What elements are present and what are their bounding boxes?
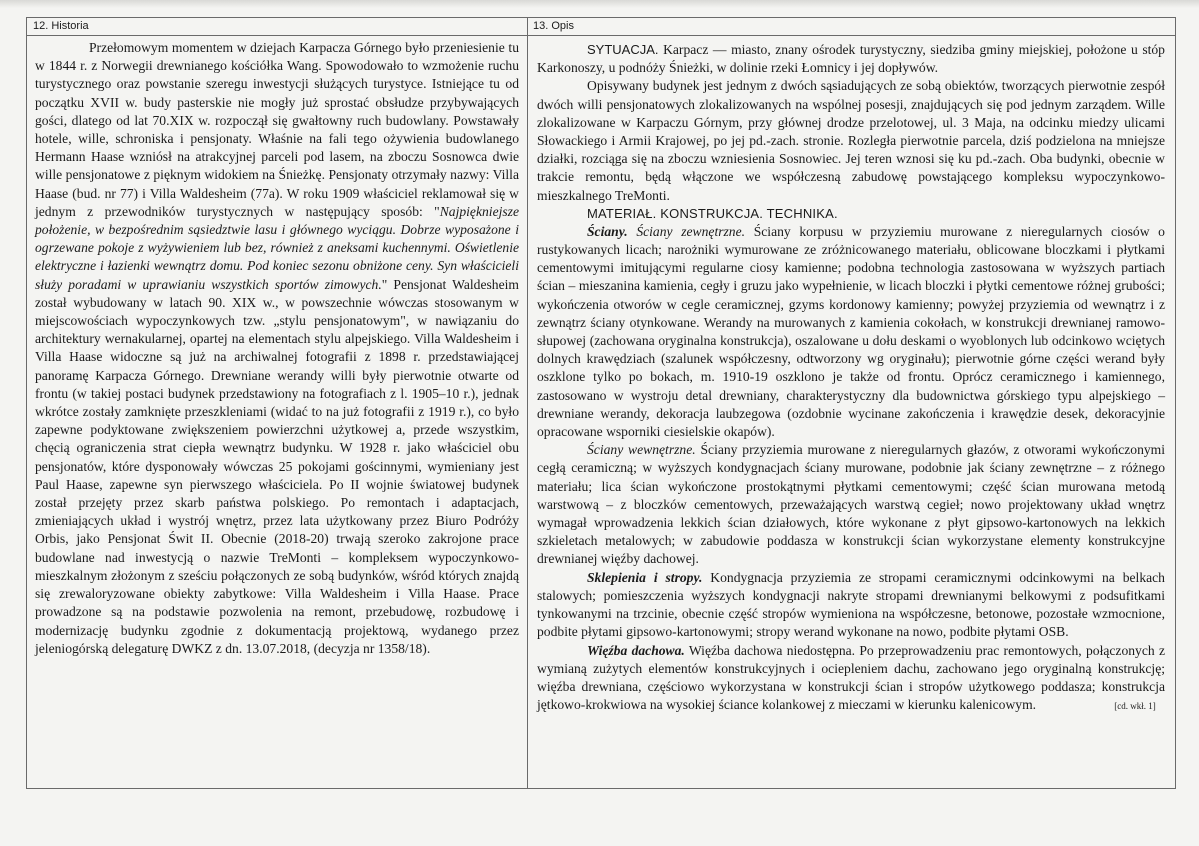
situation-text: Karpacz — miasto, znany ośrodek turystyczny, siedziba gminy miejskiej, położone u stóp Karkonoszy, u podnóży Śnieżki, w dolinie rzeki Łomnicy i jej dopływów. (537, 42, 1165, 76)
scan-edge (0, 0, 1199, 8)
situation-paragraph (537, 41, 1165, 77)
walls-heading: Ściany. (587, 223, 628, 239)
external-walls-text: Ściany korpusu w przyziemiu murowane z nieregularnych ciosów o rustykowanych licach; narożniki wymurowane ze zróżnicowanego materiału, oblicowane bloczkami i płytkami cementowymi imitującymi regularne ciosy kamienne; podobna technologia zastosowana w wyższych partiach ścian – mieszanina kamienia, cegły i gruzu jako wypełnienie, w licach bloczki i płytki cementowe różnej grubości; wykończenia otworów w cegle ceramicznej, gzyms kordonowy kamienny; powyżej przyziemia od wewnątrz i z zewnątrz ściany otynkowane. Werandy na murowanych z kamienia cokołach, w konstrukcji drewnianej ramowo-słupowej (zachowana oryginalna konstrukcja), oszalowane u dołu deskami o wyoblonych lub odcinkowo wciętych dolnych krawędziach (szalunek współczesny, odtworzony wg oryginału); pierwotnie górne części werand były oszklone tylko po bokach, m. 1910-19 oszklono je także od frontu. Oprócz ceramicznego i kamiennego, zastosowano w wystroju detal drewniany, charakterystyczny dla budownictwa górskiego typu alpejskiego – drewniane werandy, dekoracja laubzegowa (ozdobnie wycinane zakończenia i krawędzie desek, dekoracyjnie opracowane wsporniki ciesielskie okapów). (537, 223, 1165, 440)
external-walls-paragraph (537, 223, 1165, 441)
roof-paragraph (537, 642, 1165, 716)
document-frame (26, 17, 1176, 789)
roof-text: Więźba dachowa niedostępna. Po przeprowadzeniu prac remontowych, połączonych z wymianą zużytych elementów konstrukcyjnych i ociepleniem dachu, zachowano jego oryginalną konstrukcję; więźba drewniana, częściowo wykorzystana w konstrukcji ścian i stropów użytkowego poddasza; konstrukcja jętkowo-krokwiowa na wysokiej ściance kolankowej z mieczami w kierunku kalenicowym. (537, 642, 1166, 713)
vaults-text: Kondygnacja przyziemia ze stropami ceramicznymi odcinkowymi na belkach stalowych; pomieszczenia wyższych kondygnacji nakryte stropami drewnianymi belkowymi z podsufitkami tynkowanymi na trzcinie, obecnie część stropów wymieniona na współczesne, betonowe, pozostałe wzmocnione, podbite płytami gipsowo-kartonowymi; stropy werand wykonane na nowo, podbite płytami OSB. (537, 569, 1165, 640)
description-paragraph: Opisywany budynek jest jednym z dwóch sąsiadujących ze sobą obiektów, tworzących pierwotnie zespół dwóch willi pensjonatowych zlokalizowanych na wspólnej posesji, znajdujących się pod jednym zarządem. Wille zlokalizowane w Karpaczu Górnym, przy głównej drodze przelotowej, ul. 3 Maja, na odcinku miedzy ulicami Słowackiego i Armii Krajowej, po jej pd.-zach. stronie. Rozległa pierwotnie parcela, dziś podzielona na mniejsze działki, rozciąga się na zboczu wzniesienia Sosnowiec. Jej teren wznosi się ku pd.-zach. Oba budynki, obecnie w trakcie remontu, będą włączone we współczesną zabudowę powstającego kompleksu wypoczynkowo-mieszkalnego TreMonti. (537, 78, 1165, 203)
vaults-paragraph (537, 569, 1165, 642)
history-text-1: Przełomowym momentem w dziejach Karpacza Górnego było przeniesienie tu w 1844 r. z Norwegii drewnianego kościółka Wang. Spowodowało to wzmożenie ruchu turystycznego oraz powstanie szeregu inwestycji służących turystyce. Istniejące tu od początku XVII w. budy pasterskie nie mogły już sprostać obsłudze przybywających gości, dlatego od lat 70.XIX w. rozpoczął się gwałtowny ruch budowlany. Powstawały hotele, wille, schroniska i pensjonaty. Właśnie na fali tego ożywienia budowlanego Hermann Haase wzniósł na atrakcyjnej parceli pod lasem, na zboczu Sosnowca dwie wille pensjonatowe z pięknym widokiem na Śnieżkę. Pensjonaty otrzymały nazwy: Villa Haase (bud. nr 77) i Villa Waldesheim (77a). W roku 1909 właściciel reklamował się w jednym z przewodników turystycznych w następujący sposób: " (35, 40, 519, 219)
section-header-history: 12. Historia (27, 18, 527, 36)
situation-label: SYTUACJA. (587, 42, 659, 57)
column-divider (527, 18, 528, 788)
description-column (537, 37, 1165, 715)
external-walls-label: Ściany zewnętrzne. (636, 223, 746, 239)
internal-walls-paragraph (537, 441, 1165, 568)
history-column (35, 37, 519, 658)
continued-note: [cd. wkł. 1] (1114, 701, 1156, 712)
internal-walls-label: Ściany wewnętrzne. (587, 442, 696, 458)
history-paragraph (35, 39, 519, 658)
history-quote: Najpiękniejsze położenie, w bezpośrednim sąsiedztwie lasu i głównego wyciągu. Dobrze wyposażone i ogrzewane pokoje z wyżywieniem lub bez, również z aneksami kuchennymi. Oświetlenie elektryczne i łazienki wewnątrz domu. Pod koniec sezonu obniżone ceny. Syn właścicieli służy poradami w uprawianiu wszystkich sportów zimowych. (35, 203, 519, 292)
roof-heading: Więźba dachowa. (587, 642, 685, 658)
vaults-heading: Sklepienia i stropy. (587, 569, 703, 585)
material-section-title: MATERIAŁ. KONSTRUKCJA. TECHNIKA. (587, 205, 838, 221)
history-text-2: " Pensjonat Waldesheim został wybudowany w latach 90. XIX w., w powszechnie wówczas stosowanym w miejscowościach wypoczynkowych tzw. „stylu pensjonatowym", w nawiązaniu do architektury wernakularnej, opartej na elementach stylu alpejskiego. Villa Waldesheim i Villa Haase widoczne są już na archiwalnej fotografii z 1898 r. przedstawiającej panoramę Karpacza Górnego. Drewniane werandy willi były pierwotnie otwarte od frontu (w takiej postaci budynek przedstawiony na fotografiach z l. 1905–10 r.), jednak wkrótce zostały zamknięte przeszkleniami (widać to na już fotografii z 1919 r.), co było zapewne podyktowane zwiększeniem powierzchni użytkowej a, przede wszystkim, chęcią ograniczenia strat ciepła wewnątrz budynku. W 1928 r. jako właściciel obu pensjonatów, które dysponowały wówczas 25 pokojami gościnnymi, wymieniany jest Paul Haase, zapewne syn pierwszego właściciela. Po II wojnie światowej budynek został przejęty przez skarb państwa polskiego. Po remontach i adaptacjach, zmieniających układ i wystrój wnętrz, przez lata użytkowany przez Biuro Podróży Orbis, jako Pensjonat Świt II. Obecnie (2018-20) trwają szeroko zakrojone prace budowlane nad inwestycją o nazwie TreMonti – kompleksem wypoczynkowo-mieszkalnym złożonym z sześciu połączonych ze sobą budynków, wśród których znajdą się zrewaloryzowane obiekty zabytkowe: Villa Waldesheim i Villa Haase. Prace prowadzone są na podstawie pozwolenia na remont, przebudowę, rozbudowę i modernizację budynku zgodnie z dokumentacją projektową, wydanego przez jeleniogórską delegaturę DWKZ z dn. 13.07.2018, (decyzja nr 1358/18). (35, 276, 519, 656)
section-header-description: 13. Opis (527, 18, 1175, 36)
internal-walls-text: Ściany przyziemia murowane z nieregularnych głazów, z otworami wykończonymi cegłą ceramiczną; w wyższych kondygnacjach ściany murowane, podobnie jak ściany zewnętrzne – z różnego materiału; lica ścian wykończone prostokątnymi płytkami cementowymi; część ścian murowana metodą warstwową – z bloczków cementowych, przeważających warstwą cegieł; nowo projektowany układ wnętrz wymagał wprowadzenia lekkich ścian działowych, które wykonane z płyt gipsowo-kartonowych na lekkich szkieletach metalowych; w zabudowie poddasza w konstrukcji ścian wykorzystane elementy konstrukcyjne drewnianej więźby dachowej. (537, 442, 1166, 567)
